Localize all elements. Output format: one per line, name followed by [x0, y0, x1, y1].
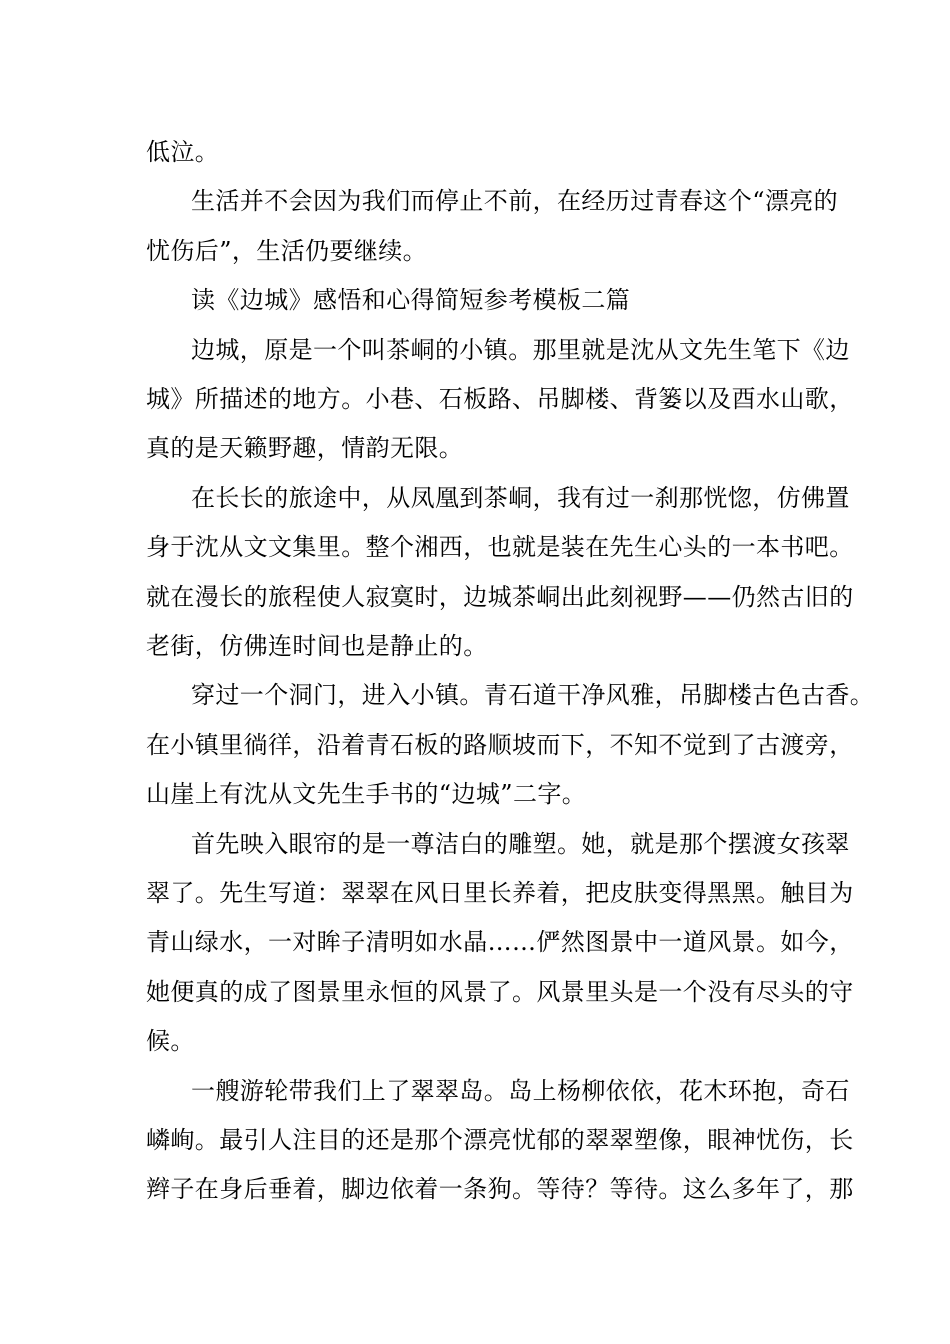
text-line: 生活并不会因为我们而停止不前，在经历过青春这个“漂亮的	[191, 187, 839, 215]
text-line: 她便真的成了图景里永恒的风景了。风景里头是一个没有尽头的守	[146, 978, 854, 1006]
text-line: 忧伤后”，生活仍要继续。	[146, 237, 428, 265]
text-line: 首先映入眼帘的是一尊洁白的雕塑。她，就是那个摆渡女孩翠	[191, 830, 850, 858]
text-line: 一艘游轮带我们上了翠翠岛。岛上杨柳依依，花木环抱，奇石	[191, 1077, 850, 1105]
text-line: 候。	[146, 1027, 195, 1055]
text-line: 青山绿水，一对眸子清明如水晶……俨然图景中一道风景。如今，	[146, 928, 854, 956]
text-line: 穿过一个洞门，进入小镇。青石道干净风雅，吊脚楼古色古香。	[191, 681, 875, 709]
text-line: 在小镇里徜徉，沿着青石板的路顺坡而下，不知不觉到了古渡旁，	[146, 731, 854, 759]
text-line: 就在漫长的旅程使人寂寞时，边城茶峒出此刻视野——仍然古旧的	[146, 583, 854, 611]
text-line: 低泣。	[146, 138, 220, 166]
text-line: 在长长的旅途中，从凤凰到茶峒，我有过一刹那恍惚，仿佛置	[191, 484, 850, 512]
text-line: 边城，原是一个叫茶峒的小镇。那里就是沈从文先生笔下《边	[191, 336, 850, 364]
text-line: 翠了。先生写道：翠翠在风日里长养着，把皮肤变得黑黑。触目为	[146, 879, 854, 907]
text-line: 城》所描述的地方。小巷、石板路、吊脚楼、背篓以及酉水山歌，	[146, 385, 854, 413]
text-line: 身于沈从文文集里。整个湘西，也就是装在先生心头的一本书吧。	[146, 533, 854, 561]
text-line: 辫子在身后垂着，脚边依着一条狗。等待？等待。这么多年了，那	[146, 1175, 854, 1203]
section-heading: 读《边城》感悟和心得简短参考模板二篇	[191, 286, 631, 314]
text-line: 老街，仿佛连时间也是静止的。	[146, 632, 488, 660]
text-line: 山崖上有沈从文先生手书的“边城”二字。	[146, 780, 587, 808]
text-line: 真的是天籁野趣，情韵无限。	[146, 434, 464, 462]
text-line: 嶙峋。最引人注目的还是那个漂亮忧郁的翠翠塑像，眼神忧伤，长	[146, 1126, 854, 1154]
